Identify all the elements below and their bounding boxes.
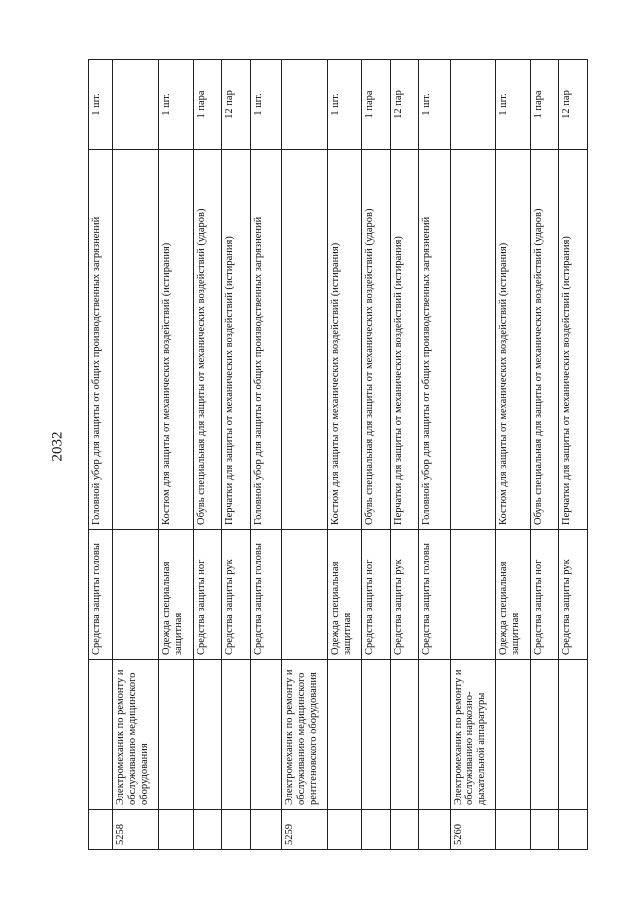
table-cell-ppe-item [450,150,496,530]
table-cell-quantity [282,60,328,150]
table-row [362,60,390,850]
table-cell-profession: Электромеханик по ремонту и обслуживанию наркозно-дыхательной аппаратуры [450,660,496,810]
table-cell-ppe-item: Перчатки для защиты от механических воздействий (истирания) [390,150,418,530]
table-cell-quantity: 1 шт. [419,60,451,150]
table-cell-quantity: 1 шт. [250,60,282,150]
page-number [48,431,68,462]
table-row [419,60,451,850]
table-cell-profession [559,660,588,810]
table-cell-quantity: 12 пар [222,60,250,150]
table-row [222,60,250,850]
table-row [327,60,362,850]
table-cell-profession [89,660,113,810]
table-cell-number [327,810,362,850]
table-cell-quantity: 1 пара [531,60,559,150]
table-cell-quantity: 1 шт. [496,60,531,150]
ppe-norms-table-region [88,60,588,850]
table-cell-quantity [450,60,496,150]
table-cell-norm-name: Средства защиты головы [419,530,451,660]
table-cell-ppe-item: Перчатки для защиты от механических воздействий (истирания) [222,150,250,530]
table-cell-norm-name: Средства защиты рук [390,530,418,660]
table-cell-norm-name: Одежда специальная защитная [496,530,531,660]
table-cell-quantity [113,60,159,150]
table-row [282,60,328,850]
table-row [390,60,418,850]
table-row [193,60,221,850]
table-cell-ppe-item: Головной убор для защиты от общих производственных загрязнений [89,150,113,530]
table-row [496,60,531,850]
table-cell-number [89,810,113,850]
table-cell-number [193,810,221,850]
table-cell-number [390,810,418,850]
table-cell-number [559,810,588,850]
table-cell-quantity: 1 шт. [327,60,362,150]
table-cell-norm-name: Средства защиты ног [193,530,221,660]
table-cell-profession [250,660,282,810]
table-cell-ppe-item: Головной убор для защиты от общих производственных загрязнений [419,150,451,530]
table-cell-ppe-item [282,150,328,530]
table-cell-number [159,810,194,850]
table-cell-ppe-item: Обувь специальная для защиты от механических воздействий (ударов) [362,150,390,530]
table-cell-ppe-item: Перчатки для защиты от механических воздействий (истирания) [559,150,588,530]
table-cell-profession: Электромеханик по ремонту и обслуживанию медицинского рентгеновского оборудования [282,660,328,810]
table-cell-ppe-item: Костюм для защиты от механических воздействий (истирания) [159,150,194,530]
table-cell-number [250,810,282,850]
table-cell-profession [222,660,250,810]
table-cell-norm-name: Одежда специальная защитная [159,530,194,660]
table-row [113,60,159,850]
table-cell-profession [419,660,451,810]
table-cell-profession [496,660,531,810]
table-cell-quantity: 1 пара [193,60,221,150]
table-row [250,60,282,850]
table-cell-profession [159,660,194,810]
table-cell-number: 5260 [450,810,496,850]
table-cell-quantity: 1 пара [362,60,390,150]
table-cell-norm-name: Средства защиты головы [89,530,113,660]
table-cell-quantity: 1 шт. [89,60,113,150]
table-row [531,60,559,850]
table-row [89,60,113,850]
table-cell-norm-name: Средства защиты рук [559,530,588,660]
table-cell-norm-name: Средства защиты ног [362,530,390,660]
table-cell-number [362,810,390,850]
table-cell-norm-name: Средства защиты головы [250,530,282,660]
table-cell-number [496,810,531,850]
table-cell-profession [531,660,559,810]
table-cell-ppe-item: Обувь специальная для защиты от механических воздействий (ударов) [531,150,559,530]
table-cell-profession: Электромеханик по ремонту и обслуживанию медицинского оборудования [113,660,159,810]
table-cell-profession [327,660,362,810]
page-number-text: 2032 [49,431,66,462]
table-cell-profession [362,660,390,810]
table-cell-quantity: 12 пар [390,60,418,150]
rotated-table-container [88,60,588,850]
table-cell-ppe-item: Обувь специальная для защиты от механических воздействий (ударов) [193,150,221,530]
table-cell-quantity: 1 шт. [159,60,194,150]
ppe-norms-table [88,59,588,850]
table-cell-ppe-item: Головной убор для защиты от общих производственных загрязнений [250,150,282,530]
table-row [559,60,588,850]
table-cell-norm-name: Средства защиты рук [222,530,250,660]
table-cell-norm-name [113,530,159,660]
table-cell-norm-name [282,530,328,660]
table-cell-profession [193,660,221,810]
table-cell-ppe-item: Костюм для защиты от механических воздействий (истирания) [496,150,531,530]
table-cell-norm-name: Средства защиты ног [531,530,559,660]
table-cell-norm-name: Одежда специальная защитная [327,530,362,660]
table-cell-number [222,810,250,850]
table-cell-profession [390,660,418,810]
table-cell-norm-name [450,530,496,660]
table-cell-quantity: 12 пар [559,60,588,150]
table-row [450,60,496,850]
table-row [159,60,194,850]
table-cell-number: 5258 [113,810,159,850]
table-cell-number [419,810,451,850]
table-cell-number: 5259 [282,810,328,850]
table-cell-ppe-item: Костюм для защиты от механических воздействий (истирания) [327,150,362,530]
table-cell-number [531,810,559,850]
table-cell-ppe-item [113,150,159,530]
